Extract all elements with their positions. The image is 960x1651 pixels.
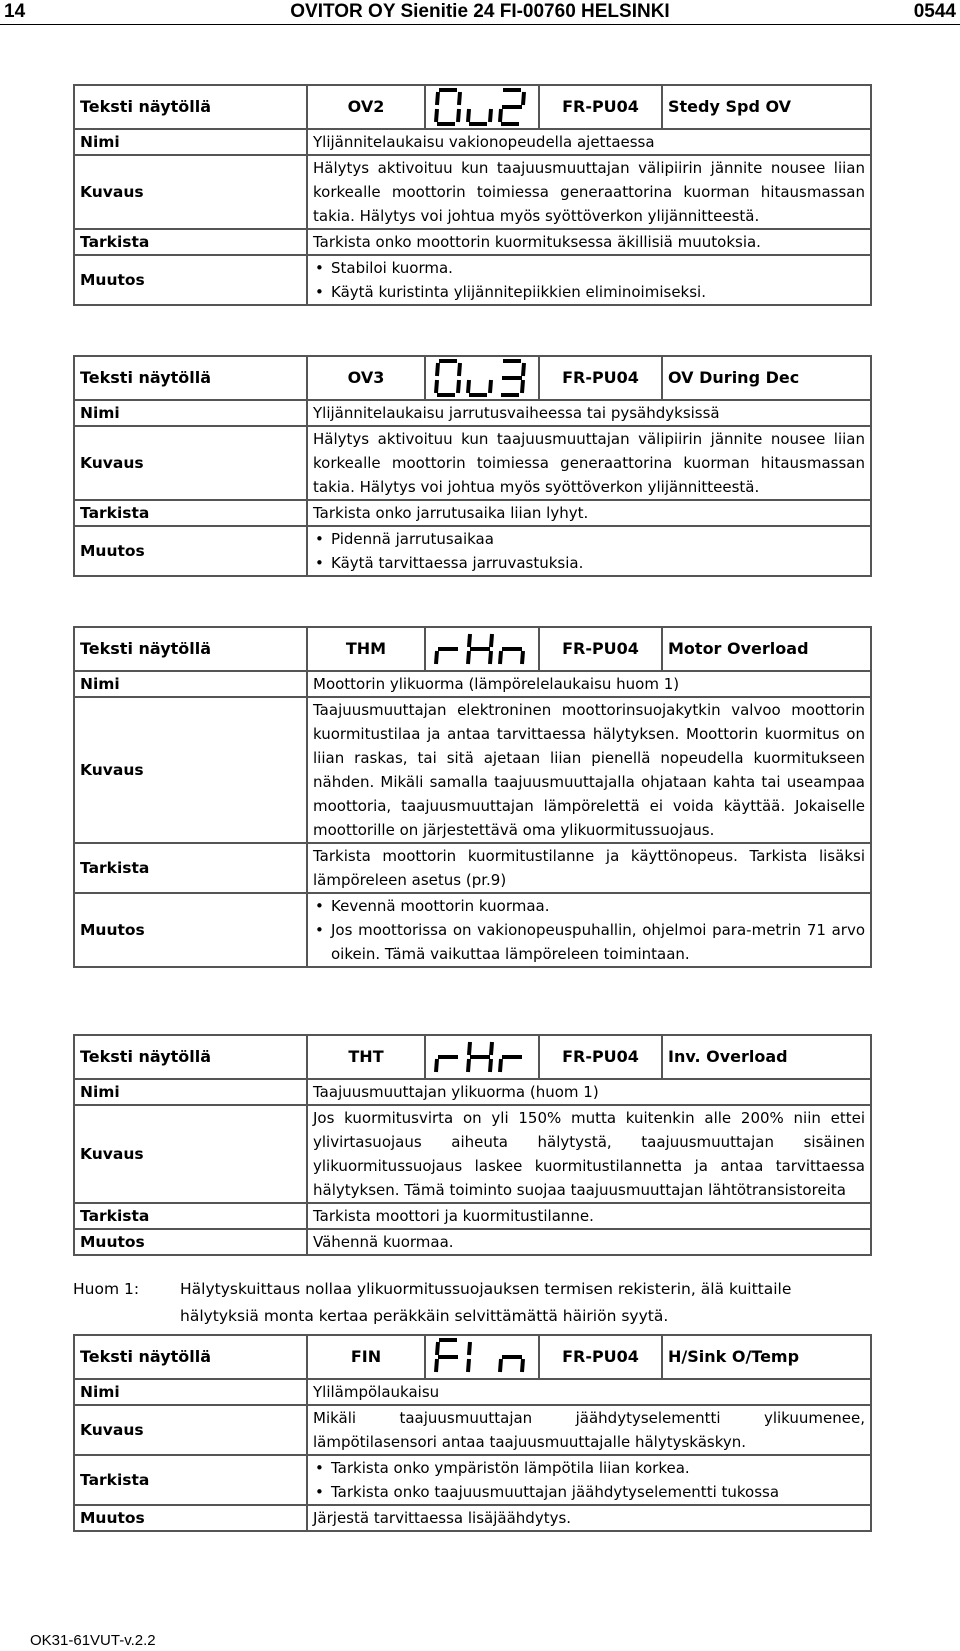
error-check: Tarkista moottori ja kuormitustilanne. bbox=[307, 1203, 871, 1229]
error-table-thm bbox=[73, 626, 872, 968]
label-display-text: Teksti näytöllä bbox=[74, 356, 307, 400]
check-item: • Tarkista onko taajuusmuuttajan jäähdytyselementti tukossa bbox=[313, 1480, 865, 1504]
display-segment bbox=[523, 363, 524, 376]
display-segment bbox=[458, 380, 459, 393]
display-segment bbox=[490, 380, 491, 393]
error-check bbox=[307, 1455, 871, 1505]
display-segment bbox=[436, 380, 437, 393]
label-description: Kuvaus bbox=[74, 426, 307, 500]
error-code: THM bbox=[307, 627, 425, 671]
label-check: Tarkista bbox=[74, 500, 307, 526]
error-name: Ylijännitelaukaisu vakionopeudella ajettaessa bbox=[307, 129, 871, 155]
error-code: FIN bbox=[307, 1335, 425, 1379]
seven-segment-display-graphic bbox=[430, 630, 530, 668]
error-table-ov3 bbox=[73, 355, 872, 577]
error-description: Jos kuormitusvirta on yli 150% mutta kuitenkin alle 200% niin ettei ylivirtasuojaus aiheuta hälytystä, taajuusmuuttajan sisäinen ylikuormitussuojaus laskee kuormitustilannetta ja antaa tarvittaessa hälytyksen. Tämä toiminto suojaa taajuusmuuttajan lähtötransistoreita bbox=[307, 1105, 871, 1203]
error-description: Hälytys aktivoituu kun taajuusmuuttajan välipiirin jännite nousee liian korkealle moottorin toimiessa generaattorina kuorman hitausmassan takia. Hälytys voi johtua myös syöttöverkon ylijännitteestä. bbox=[307, 155, 871, 229]
display-segment bbox=[469, 634, 470, 647]
seven-segment-display bbox=[425, 1035, 539, 1079]
footnote-text: Hälytyskuittaus nollaa ylikuormitussuojauksen termisen rekisterin, älä kuittaile hälytyksiä monta kertaa peräkkäin selvittämättä häiriön syytä. bbox=[180, 1280, 792, 1325]
label-check: Tarkista bbox=[74, 1455, 307, 1505]
display-segment bbox=[458, 109, 459, 122]
change-item: • Käytä tarvittaessa jarruvastuksia. bbox=[313, 551, 865, 575]
unit-model: FR-PU04 bbox=[539, 85, 662, 129]
seven-segment-display bbox=[425, 1335, 539, 1379]
label-name: Nimi bbox=[74, 1079, 307, 1105]
unit-model: FR-PU04 bbox=[539, 1035, 662, 1079]
error-name: Taajuusmuuttajan ylikuorma (huom 1) bbox=[307, 1079, 871, 1105]
display-segment bbox=[469, 1042, 470, 1055]
unit-model: FR-PU04 bbox=[539, 356, 662, 400]
display-segment bbox=[500, 109, 501, 122]
unit-display-text: Stedy Spd OV bbox=[662, 85, 871, 129]
unit-display-text: Motor Overload bbox=[662, 627, 871, 671]
display-segment bbox=[468, 651, 469, 664]
error-change bbox=[307, 893, 871, 967]
display-segment bbox=[436, 1059, 437, 1072]
display-segment bbox=[468, 380, 469, 393]
label-change: Muutos bbox=[74, 255, 307, 305]
change-item: • Käytä kuristinta ylijännitepiikkien eliminoimiseksi. bbox=[313, 280, 865, 304]
label-check: Tarkista bbox=[74, 1203, 307, 1229]
seven-segment-display-graphic bbox=[430, 1038, 530, 1076]
error-description: Hälytys aktivoituu kun taajuusmuuttajan välipiirin jännite nousee liian korkealle moottorin toimiessa generaattorina kuorman hitausmassan takia. Hälytys voi johtua myös syöttöverkon ylijännitteestä. bbox=[307, 426, 871, 500]
seven-segment-display bbox=[425, 627, 539, 671]
label-display-text: Teksti näytöllä bbox=[74, 1035, 307, 1079]
change-item: • Kevennä moottorin kuormaa. bbox=[313, 894, 865, 918]
error-check: Tarkista onko jarrutusaika liian lyhyt. bbox=[307, 500, 871, 526]
display-segment bbox=[459, 92, 460, 105]
page-header bbox=[0, 0, 960, 26]
display-segment bbox=[491, 634, 492, 647]
change-item: • Jos moottorissa on vakionopeuspuhallin, ohjelmoi para-metrin 71 arvo oikein. Tämä vaikuttaa lämpöreleen toimintaan. bbox=[313, 918, 865, 966]
error-check: Tarkista onko moottorin kuormituksessa äkillisiä muutoksia. bbox=[307, 229, 871, 255]
unit-display-text: Inv. Overload bbox=[662, 1035, 871, 1079]
error-change bbox=[307, 255, 871, 305]
error-check: Tarkista moottorin kuormitustilanne ja käyttönopeus. Tarkista lisäksi lämpöreleen asetus (pr.9) bbox=[307, 843, 871, 893]
display-segment bbox=[436, 109, 437, 122]
display-segment bbox=[437, 92, 438, 105]
seven-segment-display bbox=[425, 85, 539, 129]
check-item: • Tarkista onko ympäristön lämpötila liian korkea. bbox=[313, 1456, 865, 1480]
label-change: Muutos bbox=[74, 526, 307, 576]
seven-segment-display bbox=[425, 356, 539, 400]
error-table-ov2 bbox=[73, 84, 872, 306]
change-item: • Pidennä jarrutusaikaa bbox=[313, 527, 865, 551]
display-segment bbox=[522, 1359, 523, 1372]
unit-display-text: H/Sink O/Temp bbox=[662, 1335, 871, 1379]
label-description: Kuvaus bbox=[74, 155, 307, 229]
footer-version: OK31-61VUT-v.2.2 bbox=[30, 1632, 156, 1649]
display-segment bbox=[437, 1342, 438, 1355]
error-code: THT bbox=[307, 1035, 425, 1079]
label-name: Nimi bbox=[74, 129, 307, 155]
label-description: Kuvaus bbox=[74, 1405, 307, 1455]
display-segment bbox=[500, 1359, 501, 1372]
label-name: Nimi bbox=[74, 671, 307, 697]
label-name: Nimi bbox=[74, 400, 307, 426]
label-description: Kuvaus bbox=[74, 697, 307, 843]
display-segment bbox=[490, 109, 491, 122]
display-segment bbox=[437, 363, 438, 376]
unit-model: FR-PU04 bbox=[539, 627, 662, 671]
display-segment bbox=[500, 651, 501, 664]
header-divider bbox=[0, 24, 960, 25]
label-display-text: Teksti näytöllä bbox=[74, 85, 307, 129]
display-segment bbox=[500, 1059, 501, 1072]
display-segment bbox=[522, 651, 523, 664]
label-description: Kuvaus bbox=[74, 1105, 307, 1203]
label-check: Tarkista bbox=[74, 229, 307, 255]
change-item: • Stabiloi kuorma. bbox=[313, 256, 865, 280]
label-change: Muutos bbox=[74, 1229, 307, 1255]
seven-segment-display-graphic bbox=[430, 88, 530, 126]
display-segment bbox=[436, 1359, 437, 1372]
error-change: Vähennä kuormaa. bbox=[307, 1229, 871, 1255]
display-segment bbox=[468, 1059, 469, 1072]
seven-segment-display-graphic bbox=[430, 359, 530, 397]
display-segment bbox=[459, 363, 460, 376]
display-segment bbox=[491, 1042, 492, 1055]
unit-display-text: OV During Dec bbox=[662, 356, 871, 400]
display-segment bbox=[490, 1059, 491, 1072]
display-segment bbox=[468, 109, 469, 122]
display-segment bbox=[469, 1342, 470, 1355]
error-name: Moottorin ylikuorma (lämpörelelaukaisu huom 1) bbox=[307, 671, 871, 697]
error-table-tht bbox=[73, 1034, 872, 1256]
document-number: 0544 bbox=[913, 1, 956, 22]
error-code: OV3 bbox=[307, 356, 425, 400]
label-change: Muutos bbox=[74, 893, 307, 967]
error-change bbox=[307, 526, 871, 576]
footnote-label: Huom 1: bbox=[73, 1280, 140, 1298]
error-table-fin bbox=[73, 1334, 872, 1532]
display-segment bbox=[468, 1359, 469, 1372]
label-display-text: Teksti näytöllä bbox=[74, 627, 307, 671]
error-code: OV2 bbox=[307, 85, 425, 129]
error-name: Ylilämpölaukaisu bbox=[307, 1379, 871, 1405]
page-number: 14 bbox=[4, 1, 26, 22]
unit-model: FR-PU04 bbox=[539, 1335, 662, 1379]
seven-segment-display-graphic bbox=[430, 1338, 530, 1376]
label-display-text: Teksti näytöllä bbox=[74, 1335, 307, 1379]
display-segment bbox=[523, 92, 524, 105]
label-change: Muutos bbox=[74, 1505, 307, 1531]
error-description: Mikäli taajuusmuuttajan jäähdytyselementti ylikuumenee, lämpötilasensori antaa taajuusmuuttajalle hälytyskäskyn. bbox=[307, 1405, 871, 1455]
header-title: OVITOR OY Sienitie 24 FI-00760 HELSINKI bbox=[290, 1, 670, 22]
display-segment bbox=[522, 380, 523, 393]
error-change: Järjestä tarvittaessa lisäjäähdytys. bbox=[307, 1505, 871, 1531]
footnote bbox=[73, 1276, 873, 1330]
display-segment bbox=[436, 651, 437, 664]
display-segment bbox=[490, 651, 491, 664]
error-name: Ylijännitelaukaisu jarrutusvaiheessa tai pysähdyksissä bbox=[307, 400, 871, 426]
label-name: Nimi bbox=[74, 1379, 307, 1405]
error-description: Taajuusmuuttajan elektroninen moottorinsuojakytkin valvoo moottorin kuormitustilaa ja antaa tarvittaessa hälytyksen. Moottorin kuormitus on liian raskas, tai sitä ajetaan liian pienellä nopeudella kuormitukseen nähden. Mikäli samalla taajuusmuuttajalla ohjataan kahta tai useampaa moottoria, taajuusmuuttajan lämpörelettä ei voida käyttää. Jokaiselle moottorille on järjestettävä oma ylikuormitussuojaus. bbox=[307, 697, 871, 843]
label-check: Tarkista bbox=[74, 843, 307, 893]
